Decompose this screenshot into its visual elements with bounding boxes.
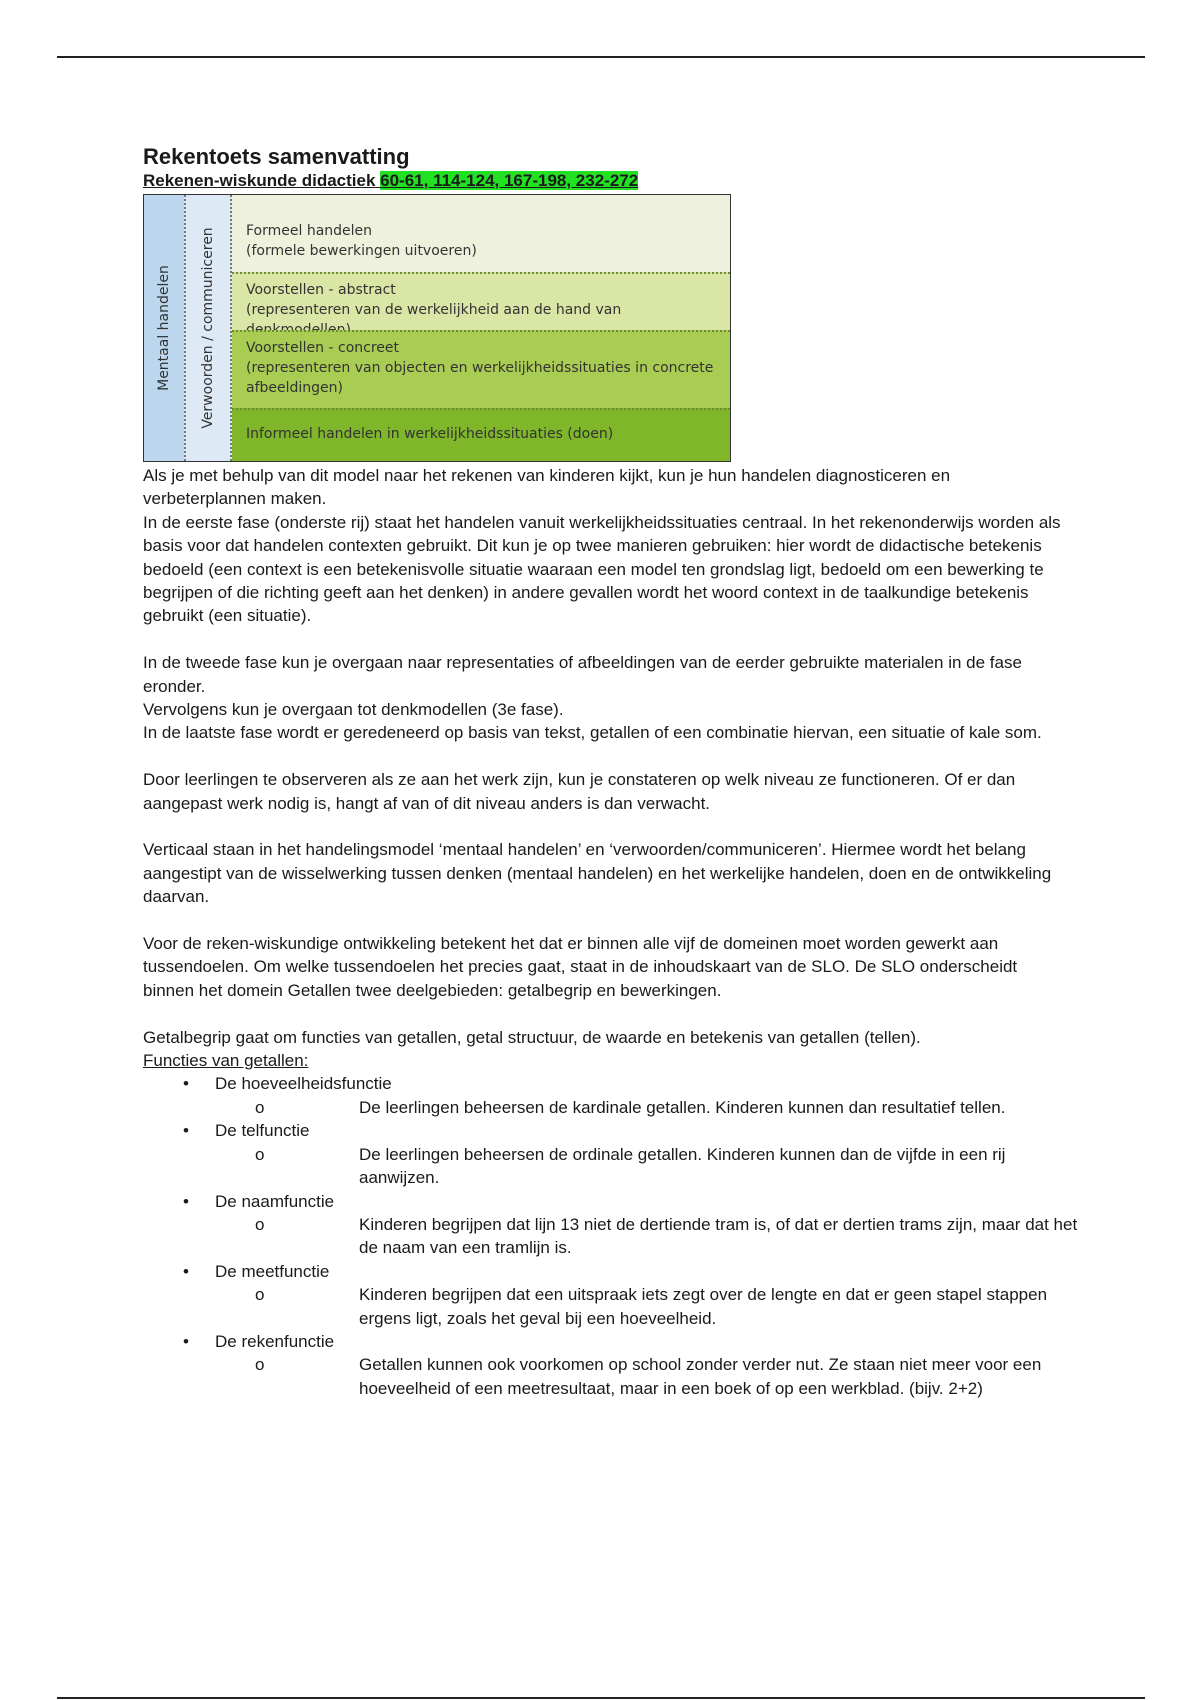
function-detail: De leerlingen beheersen de ordinale getallen. Kinderen kunnen dan de vijfde in een rij aanwijzen. (359, 1144, 1006, 1188)
column-verwoorden (184, 195, 232, 461)
level-abstract (232, 272, 730, 330)
paragraph: In de eerste fase (onderste rij) staat het handelen vanuit werkelijkheidssituaties centraal. In het rekenonderwijs worden als basis voor dat handelen contexten gebruikt. Dit kun je op twee manieren gebruiken: hier wordt de didactische betekenis bedoeld (een context is een betekenisvolle situatie waaraan een model ten grondslag ligt, bedoeld om een bewerking te begrijpen of die richting geeft aan het denken) in andere gevallen wordt het woord context in de taalkundige betekenis gebruikt (een situatie). (143, 512, 1061, 626)
paragraph: In de laatste fase wordt er geredeneerd op basis van tekst, getallen of een combinatie hiervan, een situatie of kale som. (143, 723, 1042, 743)
sub-bullet: o (255, 1355, 265, 1375)
body-text (143, 464, 1078, 1400)
level-title: Formeel handelen (246, 223, 373, 239)
list-item (143, 1260, 1063, 1330)
sub-list-item (143, 1143, 1063, 1190)
subtitle-text: Rekenen-wiskunde didactiek (143, 171, 376, 190)
level-desc: (formele bewerkingen uitvoeren) (246, 243, 477, 259)
level-concreet (232, 330, 730, 408)
function-name: De hoeveelheidsfunctie (215, 1074, 392, 1094)
function-name: De naamfunctie (215, 1191, 335, 1211)
functions-heading: Functies van getallen: (143, 1051, 309, 1071)
level-title: Voorstellen - concreet (246, 340, 399, 356)
level-title: Voorstellen - abstract (246, 282, 396, 298)
paragraph: Vervolgens kun je overgaan tot denkmodellen (3e fase). (143, 700, 564, 720)
paragraph: Verticaal staan in het handelingsmodel ‘mentaal handelen’ en ‘verwoorden/communiceren’. Hiermee wordt het belang aangestipt van de wisselwerking tussen denken (mentaal handelen) en het werkelijke handelen, doen en de ontwikkeling daarvan. (143, 840, 1052, 907)
functions-list (143, 1072, 1078, 1400)
paragraph: Door leerlingen te observeren als ze aan het werk zijn, kun je constateren op welk niveau ze functioneren. Of er dan aangepast werk nodig is, hangt af van of dit niveau anders is dan verwacht. (143, 770, 1016, 813)
sub-bullet: o (255, 1285, 265, 1305)
function-detail: Getallen kunnen ook voorkomen op school zonder verder nut. Ze staan niet meer voor een hoeveelheid of een meetresultaat, maar in een boek of op een werkblad. (bijv. 2+2) (359, 1355, 1042, 1398)
paragraph: Getalbegrip gaat om functies van getallen, getal structuur, de waarde en betekenis van getallen (tellen). (143, 1027, 921, 1047)
list-item (143, 1119, 1063, 1189)
handelingsmodel-diagram (143, 194, 731, 462)
list-item (143, 1190, 1078, 1260)
paragraph: In de tweede fase kun je overgaan naar representaties of afbeeldingen van de eerder gebruikte materialen in de fase eronder. (143, 653, 1022, 696)
page-range-highlight: 60-61, 114-124, 167-198, 232-272 (380, 171, 639, 190)
level-desc: (representeren van objecten en werkelijkheidssituaties in concrete afbeeldingen) (246, 360, 714, 396)
list-item (143, 1330, 1063, 1400)
column-label-verwoorden: Verwoorden / communiceren (200, 227, 216, 429)
bottom-rule (57, 1697, 1145, 1699)
paragraph: Als je met behulp van dit model naar het rekenen van kinderen kijkt, kun je hun handelen diagnosticeren en verbeterplannen maken. (143, 466, 951, 509)
level-title: Informeel handelen in werkelijkheidssituaties (doen) (246, 426, 614, 442)
sub-bullet: o (255, 1097, 265, 1117)
document-body (143, 144, 1078, 1400)
model-levels (232, 195, 730, 461)
sub-bullet: o (255, 1144, 265, 1164)
sub-list-item (143, 1213, 1078, 1260)
level-formeel (232, 195, 730, 272)
column-mentaal-handelen (144, 195, 184, 461)
function-detail: De leerlingen beheersen de kardinale getallen. Kinderen kunnen dan resultatief tellen. (359, 1097, 1006, 1117)
document-title: Rekentoets samenvatting (143, 144, 410, 169)
column-label-mentaal: Mentaal handelen (156, 265, 172, 391)
sub-list-item (143, 1353, 1063, 1400)
function-name: De telfunctie (215, 1121, 310, 1141)
paragraph: Voor de reken-wiskundige ontwikkeling betekent het dat er binnen alle vijf de domeinen moet worden gewerkt aan tussendoelen. Om welke tussendoelen het precies gaat, staat in de inhoudskaart van de SLO. De SLO onderscheidt binnen het domein Getallen twee deelgebieden: getalbegrip en bewerkingen. (143, 934, 1018, 1000)
sub-bullet: o (255, 1214, 265, 1234)
sub-list-item (143, 1096, 1063, 1119)
function-name: De meetfunctie (215, 1261, 330, 1281)
level-desc: (representeren van de werkelijkheid aan de hand van (246, 302, 622, 318)
list-item (143, 1072, 1063, 1119)
function-name: De rekenfunctie (215, 1331, 335, 1351)
sub-list-item (143, 1283, 1063, 1330)
top-rule (57, 56, 1145, 58)
document-subtitle (143, 170, 1063, 191)
level-informeel (232, 408, 730, 461)
function-detail: Kinderen begrijpen dat lijn 13 niet de dertiende tram is, of dat er dertien trams zijn, maar dat het de naam van een tramlijn is. (359, 1214, 1078, 1258)
function-detail: Kinderen begrijpen dat een uitspraak iets zegt over de lengte en dat er geen stapel stappen ergens ligt, zoals het geval bij een hoeveelheid. (359, 1285, 1048, 1328)
